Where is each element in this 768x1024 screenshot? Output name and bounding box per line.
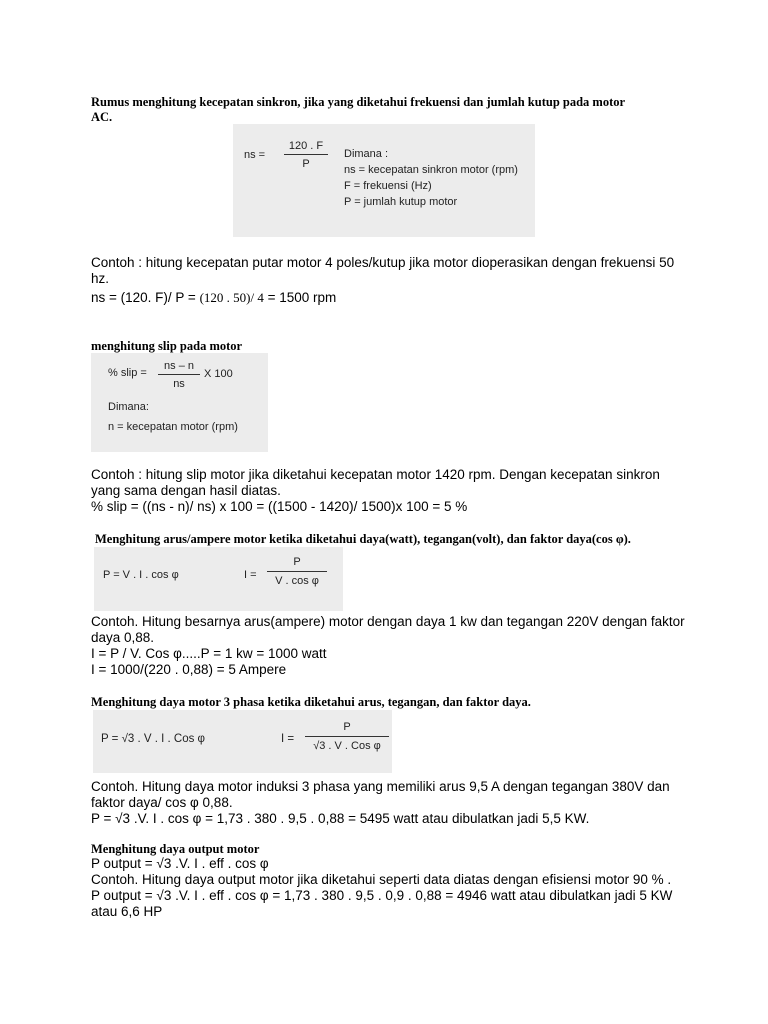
section-heading-sync-speed-cont: AC. — [91, 110, 113, 124]
calculation-line: I = P / V. Cos φ.....P = 1 kw = 1000 watt — [91, 646, 327, 661]
formula-numerator: P — [293, 556, 301, 568]
section-heading-slip: menghitung slip pada motor — [91, 339, 243, 353]
formula-where-label: Dimana: — [108, 401, 149, 413]
formula-where-label: Dimana : — [344, 148, 389, 160]
formula-def-ns: ns = kecepatan sinkron motor (rpm) — [344, 164, 518, 176]
section-heading-current: Menghitung arus/ampere motor ketika diketahui daya(watt), tegangan(volt), dan faktor daya(cos φ). — [95, 532, 631, 546]
example-text: daya 0,88. — [91, 630, 155, 645]
formula-lhs: I = — [244, 569, 257, 581]
formula-image-slip — [91, 353, 268, 452]
section-heading-sync-speed: Rumus menghitung kecepatan sinkron, jika yang diketahui frekuensi dan jumlah kutup pada motor — [91, 95, 626, 109]
formula-denominator: √3 . V . Cos φ — [313, 740, 381, 752]
calculation-line — [91, 290, 336, 306]
fraction-bar — [158, 374, 200, 375]
example-text: Contoh : hitung kecepatan putar motor 4 poles/kutup jika motor dioperasikan dengan frekuensi 50 — [91, 255, 675, 270]
formula-image-sync-speed — [233, 124, 535, 237]
calculation-line: % slip = ((ns - n)/ ns) x 100 = ((1500 - 1420)/ 1500)x 100 = 5 % — [91, 499, 468, 514]
section-heading-3phase-power: Menghitung daya motor 3 phasa ketika diketahui arus, tegangan, dan faktor daya. — [91, 695, 531, 709]
example-text: Contoh : hitung slip motor jika diketahui kecepatan motor 1420 rpm. Dengan kecepatan sinkron — [91, 467, 660, 482]
fraction-bar — [284, 154, 328, 155]
example-text: yang sama dengan hasil diatas. — [91, 483, 281, 498]
formula-lhs: I = — [281, 733, 295, 745]
calculation-line: atau 6,6 HP — [91, 904, 163, 919]
calculation-line: P output = √3 .V. I . eff . cos φ = 1,73 . 380 . 9,5 . 0,9 . 0,88 = 4946 watt atau dibulatkan jadi 5 KW — [91, 888, 673, 903]
formula-multiplier: X 100 — [204, 368, 233, 380]
formula-power: P = V . I . cos φ — [103, 569, 179, 581]
formula-lhs: % slip = — [108, 367, 147, 379]
formula-image-current — [94, 547, 343, 611]
formula-def-f: F = frekuensi (Hz) — [344, 180, 432, 192]
fraction-bar — [267, 571, 327, 572]
formula-denominator: V . cos φ — [275, 575, 319, 587]
formula-numerator: ns – n — [164, 360, 194, 372]
formula-power: P = √3 . V . I . Cos φ — [101, 733, 205, 745]
calc-part: ns = (120. F)/ P = — [91, 290, 200, 305]
example-text: faktor daya/ cos φ 0,88. — [91, 795, 233, 810]
formula-lhs: ns = — [244, 149, 266, 161]
calc-part: = 1500 rpm — [263, 290, 337, 305]
section-heading-output-power: Menghitung daya output motor — [91, 842, 260, 856]
example-text: Contoh. Hitung besarnya arus(ampere) motor dengan daya 1 kw dan tegangan 220V dengan faktor — [91, 614, 685, 629]
example-text: Contoh. Hitung daya output motor jika diketahui seperti data diatas dengan efisiensi motor 90 % . — [91, 872, 672, 887]
example-text: hz. — [91, 271, 110, 286]
calculation-line: I = 1000/(220 . 0,88) = 5 Ampere — [91, 662, 287, 677]
formula-image-3phase-power — [93, 710, 392, 773]
calc-part-serif: (120 . 50)/ 4 — [199, 290, 264, 305]
example-text: Contoh. Hitung daya motor induksi 3 phasa yang memiliki arus 9,5 A dengan tegangan 380V dan — [91, 779, 670, 794]
formula-denominator: P — [302, 158, 310, 170]
fraction-bar — [305, 736, 389, 737]
formula-numerator: 120 . F — [288, 140, 324, 152]
formula-denominator: ns — [173, 378, 185, 390]
formula-def-n: n = kecepatan motor (rpm) — [108, 421, 238, 433]
formula-def-p: P = jumlah kutup motor — [344, 196, 458, 208]
formula-line: P output = √3 .V. I . eff . cos φ — [91, 856, 269, 871]
calculation-line: P = √3 .V. I . cos φ = 1,73 . 380 . 9,5 . 0,88 = 5495 watt atau dibulatkan jadi 5,5 KW. — [91, 811, 590, 826]
formula-numerator: P — [343, 721, 351, 733]
